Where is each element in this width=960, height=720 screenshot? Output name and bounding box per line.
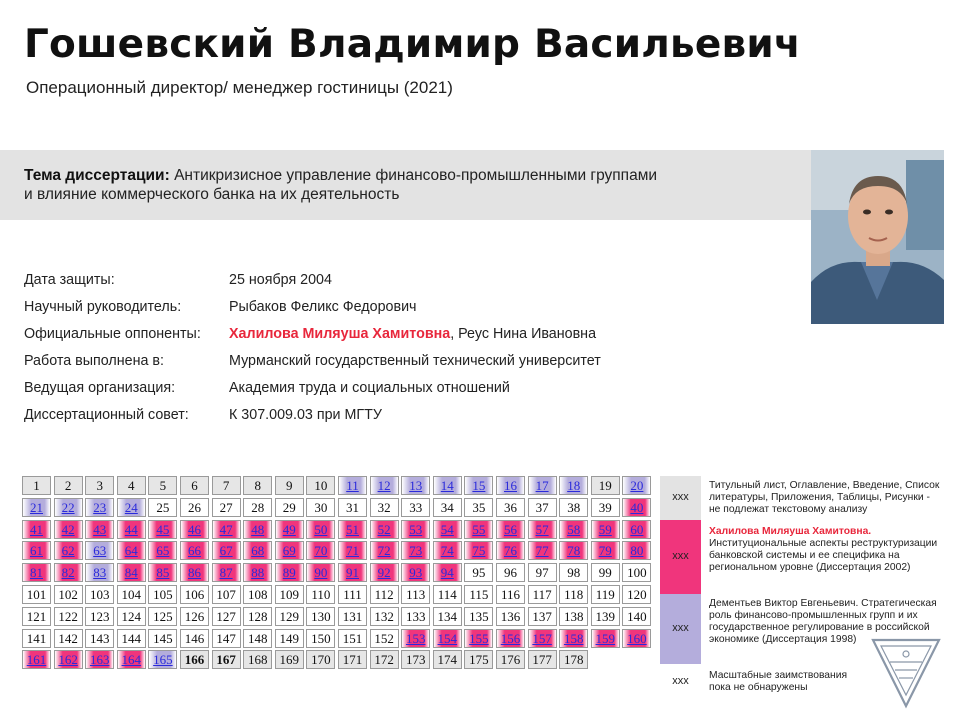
page-cell-32: 32 [370, 498, 399, 517]
page-cell-56[interactable]: 56 [496, 520, 525, 539]
page-cell-93[interactable]: 93 [401, 563, 430, 582]
page-cell-41[interactable]: 41 [22, 520, 51, 539]
page-cell-148: 148 [243, 629, 272, 648]
page-cell-37: 37 [528, 498, 557, 517]
page-cell-163[interactable]: 163 [85, 650, 114, 669]
page-cell-2: 2 [54, 476, 83, 495]
page-cell-7: 7 [212, 476, 241, 495]
info-value: К 307.009.03 при МГТУ [229, 407, 382, 423]
page-cell-89[interactable]: 89 [275, 563, 304, 582]
page-cell-85[interactable]: 85 [148, 563, 177, 582]
page-cell-154[interactable]: 154 [433, 629, 462, 648]
page-cell-157[interactable]: 157 [528, 629, 557, 648]
info-label: Официальные оппоненты: [24, 326, 201, 342]
page-cell-79[interactable]: 79 [591, 541, 620, 560]
person-position: Операционный директор/ менеджер гостиницы (2021) [26, 78, 453, 97]
page-cell-63[interactable]: 63 [85, 541, 114, 560]
page-cell-1: 1 [22, 476, 51, 495]
page-cell-117: 117 [528, 585, 557, 604]
page-cell-135: 135 [464, 607, 493, 626]
page-cell-171: 171 [338, 650, 367, 669]
page-cell-147: 147 [212, 629, 241, 648]
page-cell-17[interactable]: 17 [528, 476, 557, 495]
page-cell-18[interactable]: 18 [559, 476, 588, 495]
page-cell-21[interactable]: 21 [22, 498, 51, 517]
page-cell-57[interactable]: 57 [528, 520, 557, 539]
page-cell-132: 132 [370, 607, 399, 626]
page-cell-114: 114 [433, 585, 462, 604]
page-cell-61[interactable]: 61 [22, 541, 51, 560]
page-cell-69[interactable]: 69 [275, 541, 304, 560]
page-cell-8: 8 [243, 476, 272, 495]
page-cell-97: 97 [528, 563, 557, 582]
page-cell-86[interactable]: 86 [180, 563, 209, 582]
page-cell-140: 140 [622, 607, 651, 626]
page-cell-161[interactable]: 161 [22, 650, 51, 669]
page-cell-141: 141 [22, 629, 51, 648]
page-cell-72[interactable]: 72 [370, 541, 399, 560]
info-value: Академия труда и социальных отношений [229, 380, 510, 396]
page-cell-138: 138 [559, 607, 588, 626]
page-cell-24[interactable]: 24 [117, 498, 146, 517]
page-cell-166: 166 [180, 650, 209, 669]
legend-source: Институциональные аспекты реструктуризации банковской системы и ее специфика на региональном уровне (Диссертация 2002) [709, 538, 938, 573]
page-cell-76[interactable]: 76 [496, 541, 525, 560]
page-cell-131: 131 [338, 607, 367, 626]
page-cell-77[interactable]: 77 [528, 541, 557, 560]
page-cell-130: 130 [306, 607, 335, 626]
page-cell-22[interactable]: 22 [54, 498, 83, 517]
page-cell-109: 109 [275, 585, 304, 604]
info-label: Диссертационный совет: [24, 407, 189, 423]
page-cell-101: 101 [22, 585, 51, 604]
page-cell-162[interactable]: 162 [54, 650, 83, 669]
page-cell-50[interactable]: 50 [306, 520, 335, 539]
legend-highlight-name: Халилова Миляуша Хамитовна. [709, 526, 872, 537]
page-cell-3: 3 [85, 476, 114, 495]
page-cell-145: 145 [148, 629, 177, 648]
dissertation-topic [24, 166, 784, 204]
page-cell-34: 34 [433, 498, 462, 517]
page-cell-65[interactable]: 65 [148, 541, 177, 560]
page-cell-124: 124 [117, 607, 146, 626]
page-cell-95: 95 [464, 563, 493, 582]
page-cell-91[interactable]: 91 [338, 563, 367, 582]
topic-line-1: Антикризисное управление финансово-промышленными группами [174, 167, 658, 184]
page-cell-70[interactable]: 70 [306, 541, 335, 560]
page-cell-172: 172 [370, 650, 399, 669]
page-cell-129: 129 [275, 607, 304, 626]
page-cell-51[interactable]: 51 [338, 520, 367, 539]
legend-text-purple: Дементьев Виктор Евгеньевич. Стратегическая роль финансово-промышленных групп и их государственное регулирование в российской экономике (Диссертация 1998) [709, 598, 937, 645]
page-cell-29: 29 [275, 498, 304, 517]
page-cell-83[interactable]: 83 [85, 563, 114, 582]
page-cell-9: 9 [275, 476, 304, 495]
page-cell-12[interactable]: 12 [370, 476, 399, 495]
page-cell-164[interactable]: 164 [117, 650, 146, 669]
page-cell-116: 116 [496, 585, 525, 604]
page-cell-10: 10 [306, 476, 335, 495]
page-cell-121: 121 [22, 607, 51, 626]
legend-text-red [709, 526, 941, 574]
page-cell-113: 113 [401, 585, 430, 604]
page-cell-46[interactable]: 46 [180, 520, 209, 539]
page-cell-49[interactable]: 49 [275, 520, 304, 539]
page-cell-16[interactable]: 16 [496, 476, 525, 495]
page-cell-165[interactable]: 165 [148, 650, 177, 669]
page-cell-102: 102 [54, 585, 83, 604]
page-cell-169: 169 [275, 650, 304, 669]
page-cell-59[interactable]: 59 [591, 520, 620, 539]
page-cell-178: 178 [559, 650, 588, 669]
page-cell-71[interactable]: 71 [338, 541, 367, 560]
page-cell-137: 137 [528, 607, 557, 626]
page-cell-43[interactable]: 43 [85, 520, 114, 539]
page-cell-153[interactable]: 153 [401, 629, 430, 648]
page-cell-67[interactable]: 67 [212, 541, 241, 560]
info-value: Рыбаков Феликс Федорович [229, 299, 417, 315]
page-cell-159[interactable]: 159 [591, 629, 620, 648]
page-cell-33: 33 [401, 498, 430, 517]
page-cell-96: 96 [496, 563, 525, 582]
page-cell-11[interactable]: 11 [338, 476, 367, 495]
topic-line-2: и влияние коммерческого банка на их деятельность [24, 186, 400, 203]
page-cell-68[interactable]: 68 [243, 541, 272, 560]
page-cell-53[interactable]: 53 [401, 520, 430, 539]
portrait-photo [811, 150, 944, 324]
page-cell-25: 25 [148, 498, 177, 517]
page-cell-118: 118 [559, 585, 588, 604]
page-cell-125: 125 [148, 607, 177, 626]
page-cell-151: 151 [338, 629, 367, 648]
legend-text-none: Масштабные заимствования пока не обнаружены [709, 670, 848, 693]
legend-text-excluded: Титульный лист, Оглавление, Введение, Список литературы, Приложения, Таблицы, Рисунки - не подлежат текстовому анализу [709, 480, 940, 515]
legend-code: ххх [672, 550, 689, 562]
page-cell-52[interactable]: 52 [370, 520, 399, 539]
page-cell-92[interactable]: 92 [370, 563, 399, 582]
page-cell-174: 174 [433, 650, 462, 669]
page-cell-142: 142 [54, 629, 83, 648]
page-cell-54[interactable]: 54 [433, 520, 462, 539]
info-value [229, 322, 596, 346]
page-cell-60[interactable]: 60 [622, 520, 651, 539]
info-value: Мурманский государственный технический университет [229, 353, 601, 369]
page-cell-75[interactable]: 75 [464, 541, 493, 560]
page-cell-47[interactable]: 47 [212, 520, 241, 539]
page-cell-123: 123 [85, 607, 114, 626]
page-cell-73[interactable]: 73 [401, 541, 430, 560]
page-cell-105: 105 [148, 585, 177, 604]
page-cell-15[interactable]: 15 [464, 476, 493, 495]
page-cell-167: 167 [212, 650, 241, 669]
page-cell-19: 19 [591, 476, 620, 495]
page-cell-42[interactable]: 42 [54, 520, 83, 539]
page-cell-134: 134 [433, 607, 462, 626]
legend-code: ххх [672, 622, 689, 634]
page-cell-108: 108 [243, 585, 272, 604]
page-cell-78[interactable]: 78 [559, 541, 588, 560]
page-cell-139: 139 [591, 607, 620, 626]
page-cell-90[interactable]: 90 [306, 563, 335, 582]
page-cell-127: 127 [212, 607, 241, 626]
page-cell-107: 107 [212, 585, 241, 604]
page-cell-100: 100 [622, 563, 651, 582]
page-cell-23[interactable]: 23 [85, 498, 114, 517]
dissernet-stamp-icon [870, 632, 942, 712]
page-cell-14[interactable]: 14 [433, 476, 462, 495]
page-cell-173: 173 [401, 650, 430, 669]
page-cell-58[interactable]: 58 [559, 520, 588, 539]
page-cell-155[interactable]: 155 [464, 629, 493, 648]
page-cell-112: 112 [370, 585, 399, 604]
page-cell-103: 103 [85, 585, 114, 604]
page-cell-28: 28 [243, 498, 272, 517]
page-cell-149: 149 [275, 629, 304, 648]
info-value: 25 ноября 2004 [229, 272, 332, 288]
page-cell-98: 98 [559, 563, 588, 582]
page-cell-66[interactable]: 66 [180, 541, 209, 560]
info-label: Дата защиты: [24, 272, 115, 288]
page-cell-38: 38 [559, 498, 588, 517]
page-cell-160[interactable]: 160 [622, 629, 651, 648]
page-cell-170: 170 [306, 650, 335, 669]
page-cell-20[interactable]: 20 [622, 476, 651, 495]
page-cell-115: 115 [464, 585, 493, 604]
page-cell-168: 168 [243, 650, 272, 669]
info-label: Ведущая организация: [24, 380, 176, 396]
page-cell-26: 26 [180, 498, 209, 517]
page-cell-84[interactable]: 84 [117, 563, 146, 582]
page-cell-44[interactable]: 44 [117, 520, 146, 539]
page-cell-35: 35 [464, 498, 493, 517]
legend-code: ххх [672, 491, 689, 503]
page-cell-104: 104 [117, 585, 146, 604]
page-cell-126: 126 [180, 607, 209, 626]
page-cell-120: 120 [622, 585, 651, 604]
page-cell-40[interactable]: 40 [622, 498, 651, 517]
page-cell-144: 144 [117, 629, 146, 648]
page-cell-94[interactable]: 94 [433, 563, 462, 582]
page-cell-64[interactable]: 64 [117, 541, 146, 560]
page-cell-146: 146 [180, 629, 209, 648]
page-cell-175: 175 [464, 650, 493, 669]
page-cell-80[interactable]: 80 [622, 541, 651, 560]
page-cell-150: 150 [306, 629, 335, 648]
page-cell-99: 99 [591, 563, 620, 582]
page-cell-62[interactable]: 62 [54, 541, 83, 560]
page-cell-55[interactable]: 55 [464, 520, 493, 539]
page-cell-156[interactable]: 156 [496, 629, 525, 648]
page-cell-36: 36 [496, 498, 525, 517]
legend-code: ххх [672, 675, 689, 687]
page-cell-82[interactable]: 82 [54, 563, 83, 582]
page-cell-152: 152 [370, 629, 399, 648]
person-name: Гошевский Владимир Васильевич [24, 22, 801, 67]
page-cell-27: 27 [212, 498, 241, 517]
page-cell-30: 30 [306, 498, 335, 517]
page-cell-4: 4 [117, 476, 146, 495]
page-cell-13[interactable]: 13 [401, 476, 430, 495]
page-cell-119: 119 [591, 585, 620, 604]
page-cell-106: 106 [180, 585, 209, 604]
page-cell-111: 111 [338, 585, 367, 604]
info-label: Работа выполнена в: [24, 353, 164, 369]
page-cell-5: 5 [148, 476, 177, 495]
info-label: Научный руководитель: [24, 299, 182, 315]
page-cell-87[interactable]: 87 [212, 563, 241, 582]
other-opponent: , Реус Нина Ивановна [450, 326, 597, 342]
page-cell-74[interactable]: 74 [433, 541, 462, 560]
highlighted-opponent: Халилова Миляуша Хамитовна [229, 326, 451, 342]
page-cell-177: 177 [528, 650, 557, 669]
page-cell-110: 110 [306, 585, 335, 604]
page-cell-133: 133 [401, 607, 430, 626]
page-cell-128: 128 [243, 607, 272, 626]
page-cell-48[interactable]: 48 [243, 520, 272, 539]
page-cell-81[interactable]: 81 [22, 563, 51, 582]
page-cell-6: 6 [180, 476, 209, 495]
page-cell-136: 136 [496, 607, 525, 626]
page-cell-176: 176 [496, 650, 525, 669]
page-cell-143: 143 [85, 629, 114, 648]
page-cell-158[interactable]: 158 [559, 629, 588, 648]
page-cell-122: 122 [54, 607, 83, 626]
page-cell-88[interactable]: 88 [243, 563, 272, 582]
page-cell-31: 31 [338, 498, 367, 517]
portrait-icon [811, 150, 944, 324]
page-cell-39: 39 [591, 498, 620, 517]
page-cell-45[interactable]: 45 [148, 520, 177, 539]
topic-label: Тема диссертации: [24, 167, 170, 184]
